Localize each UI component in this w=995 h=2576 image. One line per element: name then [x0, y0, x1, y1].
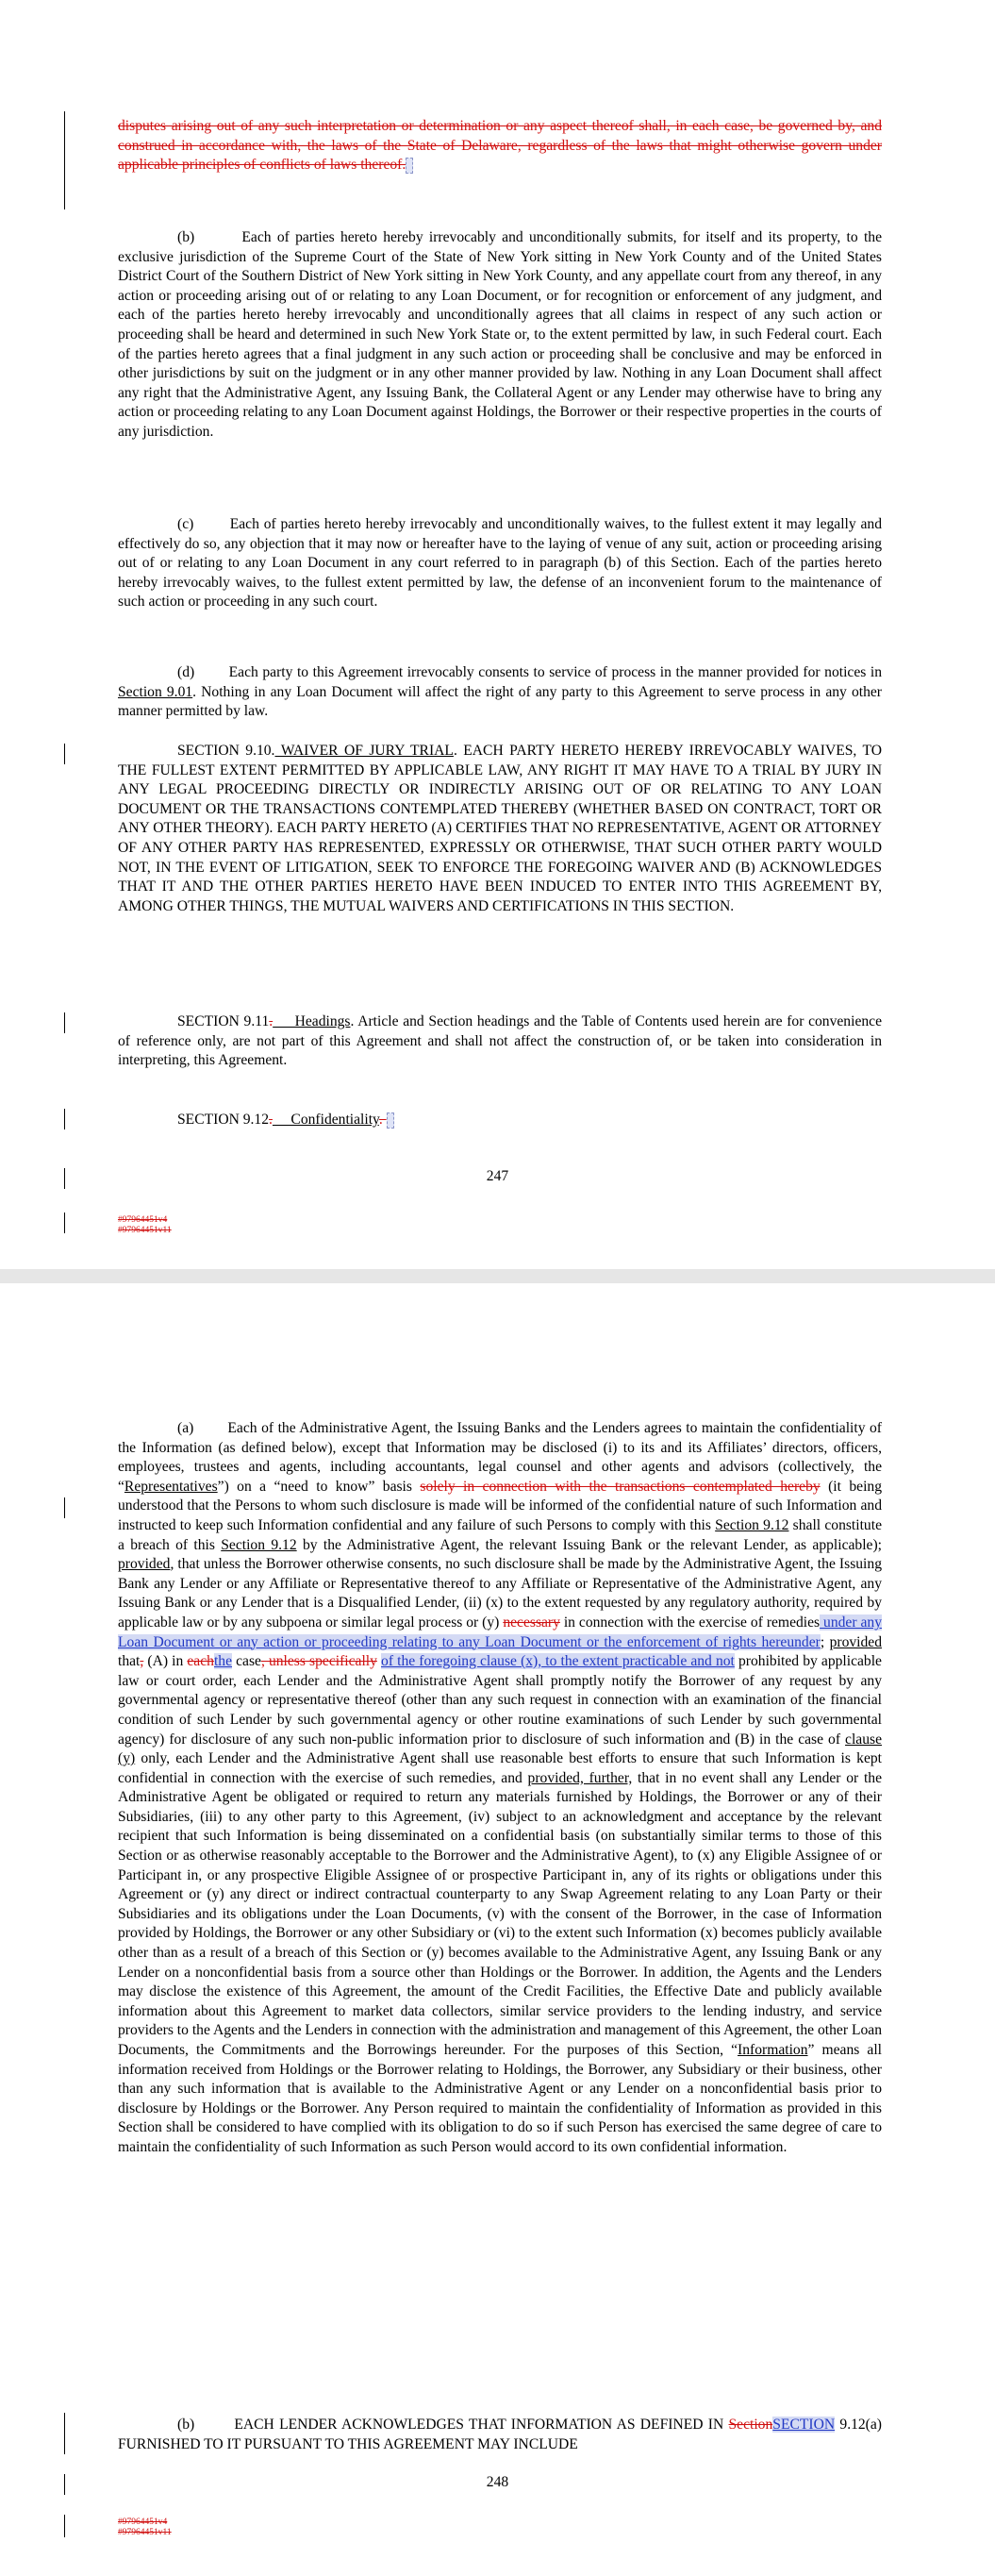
page-number: 248 — [486, 2474, 509, 2490]
document-id: #97964451v4 — [118, 1215, 168, 1225]
change-bar — [64, 2515, 65, 2537]
deleted-text: Section — [728, 2417, 773, 2433]
section-number: SECTION 9.11 — [177, 1013, 270, 1029]
deleted-text: . — [378, 1112, 387, 1128]
deleted-text: , unless specifically — [260, 1653, 377, 1670]
deleted-text: disputes arising out of any such interpretation or determination or any aspect thereof shall, in each case, be governed by, and construed in accordance with, the laws of the State of Delaware, regardless of the laws that might otherwise govern under applicable principles of conflicts of laws thereof. — [118, 118, 882, 174]
deleted-text: solely in connection with the transactions contemplated hereby — [420, 1478, 821, 1495]
section-body: . Article and Section headings and the Table of Contents used herein are for convenience of reference only, are not part of this Agreement and shall not affect the construction of, or be taken into consideration in interpreting, this Agreement. — [118, 1013, 883, 1069]
section-body: . EACH PARTY HERETO HEREBY IRREVOCABLY WAIVES, TO THE FULLEST EXTENT PERMITTED BY APPLICABLE LAW, ANY RIGHT IT MAY HAVE TO A TRIAL BY JURY IN ANY LEGAL PROCEEDING DIRECTLY OR INDIRECTLY ARISING OUT OF OR RELATING TO ANY LOAN DOCUMENT OR THE TRANSACTIONS CONTEMPLATED THEREBY (WHETHER BASED ON CONTRACT, TORT OR ANY OTHER THEORY). EACH PARTY HERETO (A) CERTIFIES THAT NO REPRESENTATIVE, AGENT OR ATTORNEY OF ANY OTHER PARTY HAS REPRESENTED, EXPRESSLY OR OTHERWISE, THAT SUCH OTHER PARTY WOULD NOT, IN THE EVENT OF LITIGATION, SEEK TO ENFORCE THE FOREGOING WAIVER AND (B) ACKNOWLEDGES THAT IT AND THE OTHER PARTIES HERETO HAVE BEEN INDUCED TO ENTER INTO THIS AGREEMENT BY, AMONG OTHER THINGS, THE MUTUAL WAIVERS AND CERTIFICATIONS IN THIS SECTION. — [118, 743, 882, 914]
change-marker — [387, 1112, 394, 1129]
section-heading: WAIVER OF JURY TRIAL — [274, 743, 454, 759]
section-number: SECTION 9.10. — [177, 743, 275, 759]
deleted-text: . — [269, 1013, 274, 1029]
paragraph-c: (c) Each of parties hereto hereby irrevocably and unconditionally waives, to the fullest extent it may legally and effectively do so, any objection that it may now or hereafter have to the laying of venue of any suit, action or proceeding arising out of or relating to any Loan Document in any court referred to in paragraph (b) of this Section. Each of the parties hereto hereby irrevocably waives, to the fullest extent permitted by law, the defense of an inconvenient forum to the maintenance of such action or proceeding in any such court. — [118, 516, 882, 611]
deleted-text: , — [140, 1653, 144, 1670]
section-reference: Section 9.12 — [221, 1536, 297, 1553]
paragraph-b: (b) Each of parties hereto hereby irrevocably and unconditionally submits, for itself and its property, to the exclusive jurisdiction of the Supreme Court of the State of New York sitting in New York County and of the United States District Court of the Southern District of New York sitting in New York County, and any appellate court from any thereof, in any action or proceeding arising out of or relating to any Loan Document, or for recognition or enforcement of any judgment, and each of the parties hereto hereby irrevocably and unconditionally agrees that all claims in respect of any such action or proceeding shall be heard and determined in such New York State or, to the extent permitted by law, in such Federal court. Each of the parties hereto agrees that a final judgment in any such action or proceeding shall be conclusive and may be enforced in other jurisdictions by suit on the judgment or in any other manner provided by law. Nothing in any Loan Document shall affect any right that the Administrative Agent, any Issuing Bank, the Collateral Agent or any Lender may otherwise have to bring any action or proceeding relating to any Loan Document against Holdings, the Borrower or their respective properties in the courts of any jurisdiction. — [118, 229, 882, 440]
deleted-text: each — [187, 1653, 214, 1670]
document-id: #97964451v4 — [118, 2517, 168, 2527]
proviso: provided — [829, 1633, 883, 1650]
change-bar — [64, 2413, 65, 2454]
inserted-text: of the foregoing clause (x), to the extent practicable and not — [381, 1653, 735, 1670]
change-bar — [64, 1012, 65, 1033]
document-id: #97964451v11 — [118, 1226, 172, 1235]
deleted-text: . — [269, 1112, 273, 1128]
defined-term: Information — [738, 2042, 808, 2058]
section-heading: Confidentiality — [272, 1112, 379, 1128]
change-bar — [64, 1213, 65, 1233]
clause-reference: clause (y) — [118, 1731, 882, 1767]
change-bar — [64, 1497, 65, 1518]
defined-term: Representatives — [124, 1478, 218, 1495]
inserted-text: the — [213, 1653, 233, 1670]
section-reference: Section 9.12 — [715, 1516, 789, 1533]
document-id: #97964451v11 — [118, 2528, 172, 2537]
section-reference: Section 9.01 — [118, 683, 193, 700]
section-number: SECTION 9.12 — [177, 1112, 270, 1128]
page-number: 247 — [486, 1168, 509, 1184]
inserted-text: SECTION — [772, 2417, 836, 2433]
deleted-text: necessary — [503, 1614, 560, 1631]
proviso: provided — [118, 1556, 171, 1573]
section-9-10 — [118, 742, 882, 916]
deleted-paragraph — [118, 117, 882, 176]
section-9-11 — [118, 1012, 882, 1071]
section-heading: Headings — [273, 1013, 351, 1029]
paragraph-a: (a) Each of the Administrative Agent, the Issuing Banks and the Lenders agrees to maintain the confidentiality of the Information (as defined below), except that Information may be disclosed (i) to its and its Affiliates’ directors, officers, employees, trustees and agents, including accountants, legal counsel and other agents and advisors (collectively, the “Representatives”) on a “need to know” basis solely in connection with the transactions contemplated hereby (it being understood that the Persons to whom such disclosure is made will be informed of the confidential nature of such Information and instructed to keep such Information confidential and any failure of such Persons to comply with this Section 9.12 shall constitute a breach of this Section 9.12 by the Administrative Agent, the relevant Issuing Bank or the relevant Lender, as applicable); provided, that unless the Borrower otherwise consents, no such disclosure shall be made by the Administrative Agent, the Issuing Bank any Lender or any Affiliate or Representative thereof to any Affiliate or Representative of the Administrative Agent, any Issuing Bank or any Lender that is a Disqualified Lender, (ii) (x) to the extent requested by any regulatory authority, required by applicable law or by any subpoena or similar legal process or (y) necessary in connection with the exercise of remedies under any Loan Document or any action or proceeding relating to any Loan Document or the enforcement of rights hereunder; provided that, (A) in eachthe case, unless specifically of the foregoing clause (x), to the extent practicable and not prohibited by applicable law or court order, each Lender and the Administrative Agent shall promptly notify the Borrower of any request by any governmental agency or representative thereof (other than any such request in connection with an examination of the financial condition of such Lender by such governmental agency or other routine examinations of such Lender by such governmental agency) for disclosure of any such non-public information prior to disclosure of such information and (B) in the case of clause (y) only, each Lender and the Administrative Agent shall use reasonable best efforts to ensure that such Information is kept confidential in connection with the exercise of such remedies, and provided, further, that in no event shall any Lender or the Administrative Agent be obligated or required to return any materials furnished by Holdings, the Borrower or any of their Subsidiaries, (iii) to any other party to this Agreement, (iv) subject to an acknowledgment and acceptance by the relevant recipient that such Information is being disseminated on a confidential basis (on substantially similar terms to those of this Section or as otherwise reasonably acceptable to the Borrower and the Administrative Agent), to (x) any Eligible Assignee of or Participant in, or any prospective Eligible Assignee of or prospective Participant in, any of its rights or obligations under this Agreement or (y) any direct or indirect contractual counterparty to any Swap Agreement relating to any Loan Party or their Subsidiaries and its obligations under the Loan Documents, (v) with the consent of the Borrower, in the case of Information provided by Holdings, the Borrower or any other Subsidiary or (vi) to the extent such Information (x) becomes publicly available other than as a result of a breach of this Section or (y) becomes available to the Administrative Agent, any Issuing Bank or any Lender on a nonconfidential basis from a source other than Holdings or the Borrower. In addition, the Agents and the Lenders may disclose the existence of this Agreement, the amount of the Credit Facilities, the Effective Date and publicly available information about this Agreement to market data collectors, similar service providers to the lending industry, and service providers to the Agents and the Lenders in connection with the administration and management of this Agreement, the other Loan Documents, the Commitments and the Borrowings hereunder. For the purposes of this Section, “Information” means all information received from Holdings or the Borrower relating to Holdings, the Borrower, any Subsidiary or their business, other than any such information that is available to the Administrative Agent or any Lender on a nonconfidential basis prior to disclosure by Holdings or the Borrower. Any Person required to maintain the confidentiality of Information as provided in this Section shall be considered to have complied with its obligation to do so if such Person has exercised the same degree of care to maintain the confidentiality of such Information as such Person would accord to its own confidential information. — [118, 1420, 883, 2155]
document-page-247 — [0, 0, 995, 1269]
inserted-text: under any Loan Document or any action or proceeding relating to any Loan Document or the enforcement of rights hereunder — [118, 1614, 882, 1650]
change-marker — [406, 158, 413, 174]
paragraph-d: (d) Each party to this Agreement irrevocably consents to service of process in the manner provided for notices in Section 9.01. Nothing in any Loan Document will affect the right of any party to this Agreement to serve process in any other manner permitted by law. — [118, 664, 882, 720]
change-bar — [64, 1109, 65, 1129]
change-bar — [64, 111, 65, 209]
paragraph-b: (b) EACH LENDER ACKNOWLEDGES THAT INFORMATION AS DEFINED IN SectionSECTION 9.12(a) FURNISHED TO IT PURSUANT TO THIS AGREEMENT MAY INCLUDE — [118, 2417, 882, 2452]
document-page-248 — [0, 1283, 995, 2576]
change-bar — [64, 744, 65, 764]
proviso: provided, further, — [527, 1769, 633, 1786]
section-9-12-heading — [118, 1111, 882, 1130]
